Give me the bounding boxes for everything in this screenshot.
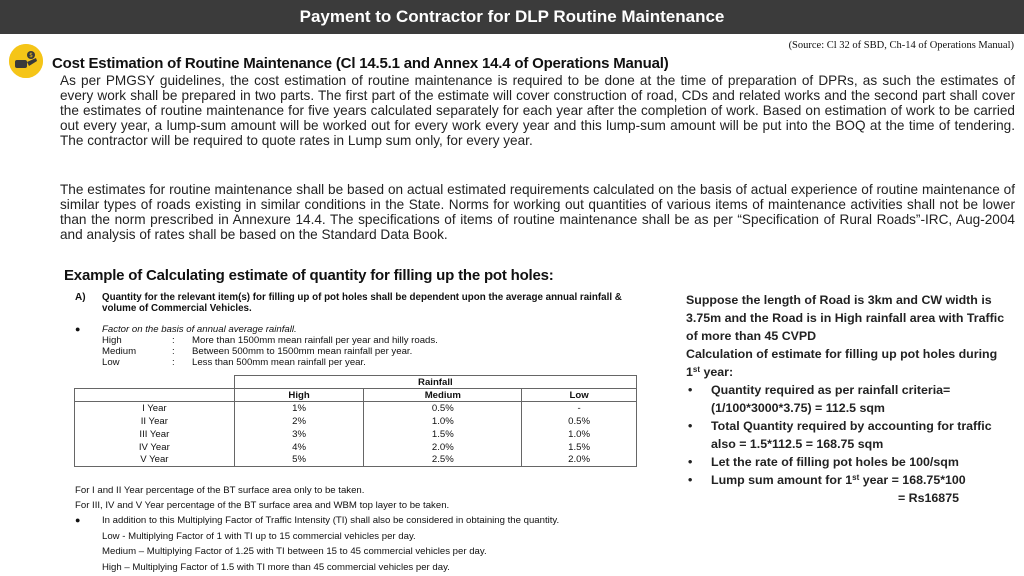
level-colon: : (172, 357, 175, 368)
money-hand-icon (9, 44, 43, 78)
calc-step: • Lump sum amount for 1st year = 168.75*100 (688, 473, 966, 487)
year-cell: I Year (75, 402, 235, 415)
rainfall-factor-table (74, 375, 637, 467)
low-cell: - (522, 402, 637, 415)
column-header: High (234, 389, 364, 402)
level-colon: : (172, 346, 175, 357)
note-wbm-layer: For III, IV and V Year percentage of the BT surface area and WBM top layer to be taken. (75, 500, 450, 511)
ti-intro: In addition to this Multiplying Factor of Traffic Intensity (TI) shall also be considered in obtaining the quantity. (102, 515, 560, 526)
high-cell: 2% (234, 415, 364, 428)
slide-title: Payment to Contractor for DLP Routine Maintenance (0, 0, 1024, 34)
example-heading: Example of Calculating estimate of quantity for filling up the pot holes: (64, 267, 554, 284)
high-cell: 4% (234, 441, 364, 454)
low-cell: 1.5% (522, 441, 637, 454)
calc-result: = Rs16875 (898, 491, 959, 505)
ti-high: High – Multiplying Factor of 1.5 with TI more than 45 commercial vehicles per day. (102, 562, 450, 573)
calc-step: • Quantity required as per rainfall criteria= (1/100*3000*3.75) = 112.5 sqm (688, 383, 951, 415)
ti-medium: Medium – Multiplying Factor of 1.25 with TI between 15 to 45 commercial vehicles per day. (102, 546, 487, 557)
year-cell: IV Year (75, 441, 235, 454)
calculation-block (686, 291, 1006, 507)
calc-step: • Total Quantity required by accounting for traffic also = 1.5*112.5 = 168.75 sqm (688, 419, 992, 451)
year-cell: II Year (75, 415, 235, 428)
medium-cell: 1.5% (364, 428, 522, 441)
section-heading: Cost Estimation of Routine Maintenance (Cl 14.5.1 and Annex 14.4 of Operations Manual) (52, 55, 669, 72)
item-a-label: A) (75, 292, 86, 303)
table-corner (75, 376, 235, 389)
item-a-text: Quantity for the relevant item(s) for filling up of pot holes shall be dependent upon the average annual rainfall & volume of Commercial Vehicles. (102, 292, 622, 314)
table-row (75, 441, 637, 454)
source-note: (Source: Cl 32 of SBD, Ch-14 of Operations Manual) (788, 40, 1014, 51)
medium-cell: 2.5% (364, 454, 522, 467)
level-desc: More than 1500mm mean rainfall per year and hilly roads. (192, 335, 438, 346)
rainfall-group-header: Rainfall (234, 376, 636, 389)
medium-cell: 0.5% (364, 402, 522, 415)
note-bt-surface: For I and II Year percentage of the BT surface area only to be taken. (75, 485, 365, 496)
year-cell: V Year (75, 454, 235, 467)
paragraph-estimates: The estimates for routine maintenance shall be based on actual estimated requirements calculated on the basis of actual experience of routine maintenance of similar types of roads existing in similar conditions in the State. Norms for working out quantities of various items of maintenance activities shall not be lower than the norm prescribed in Annexure 14.4. The specifications of items of routine maintenance shall be as per “Specification of Rural Roads”-IRC, Aug-2004 and analysis of rates shall be based on the Standard Data Book. (60, 182, 1015, 243)
high-cell: 3% (234, 428, 364, 441)
bullet-icon: ● (75, 324, 81, 334)
low-cell: 1.0% (522, 428, 637, 441)
medium-cell: 2.0% (364, 441, 522, 454)
medium-cell: 1.0% (364, 415, 522, 428)
level-name: Low (102, 357, 120, 368)
level-name: Medium (102, 346, 137, 357)
high-cell: 1% (234, 402, 364, 415)
low-cell: 0.5% (522, 415, 637, 428)
year-cell: III Year (75, 428, 235, 441)
low-cell: 2.0% (522, 454, 637, 467)
table-row (75, 402, 637, 415)
level-colon: : (172, 335, 175, 346)
svg-text:$: $ (29, 52, 33, 59)
paragraph-guidelines: As per PMGSY guidelines, the cost estimation of routine maintenance is required to be done at the time of preparation of DPRs, as such the estimates of every work shall be prepared in two parts. The first part of the estimate will cover construction of road, CDs and related works and the second part shall cover the estimates of routine maintenance for five years calculated separately for each year after the completion of work. Based on estimation of work to be carried out every year, a lump-sum amount will be worked out for every work every year and this lump-sum amount will be put into the BOQ at the time of tendering. The contractor will be required to quote rates in Lump sum only, for every year. (60, 73, 1015, 149)
calc-intro: Suppose the length of Road is 3km and CW width is 3.75m and the Road is in High rainfall area with Traffic of more than 45 CVPD (686, 293, 1005, 343)
level-desc: Less than 500mm mean rainfall per year. (192, 357, 366, 368)
level-desc: Between 500mm to 1500mm mean rainfall per year. (192, 346, 413, 357)
calc-title: Calculation of estimate for filling up pot holes during 1st year: (686, 347, 998, 379)
column-header: Medium (364, 389, 522, 402)
table-row (75, 428, 637, 441)
table-year-header (75, 389, 235, 402)
rainfall-factor-title: Factor on the basis of annual average rainfall. (102, 324, 297, 335)
high-cell: 5% (234, 454, 364, 467)
column-header: Low (522, 389, 637, 402)
level-name: High (102, 335, 122, 346)
norms-panel (57, 286, 677, 576)
bullet-icon: ● (75, 515, 81, 525)
table-row (75, 454, 637, 467)
table-row (75, 415, 637, 428)
calc-step: • Let the rate of filling pot holes be 100/sqm (688, 455, 959, 469)
ti-low: Low - Multiplying Factor of 1 with TI up to 15 commercial vehicles per day. (102, 531, 416, 542)
